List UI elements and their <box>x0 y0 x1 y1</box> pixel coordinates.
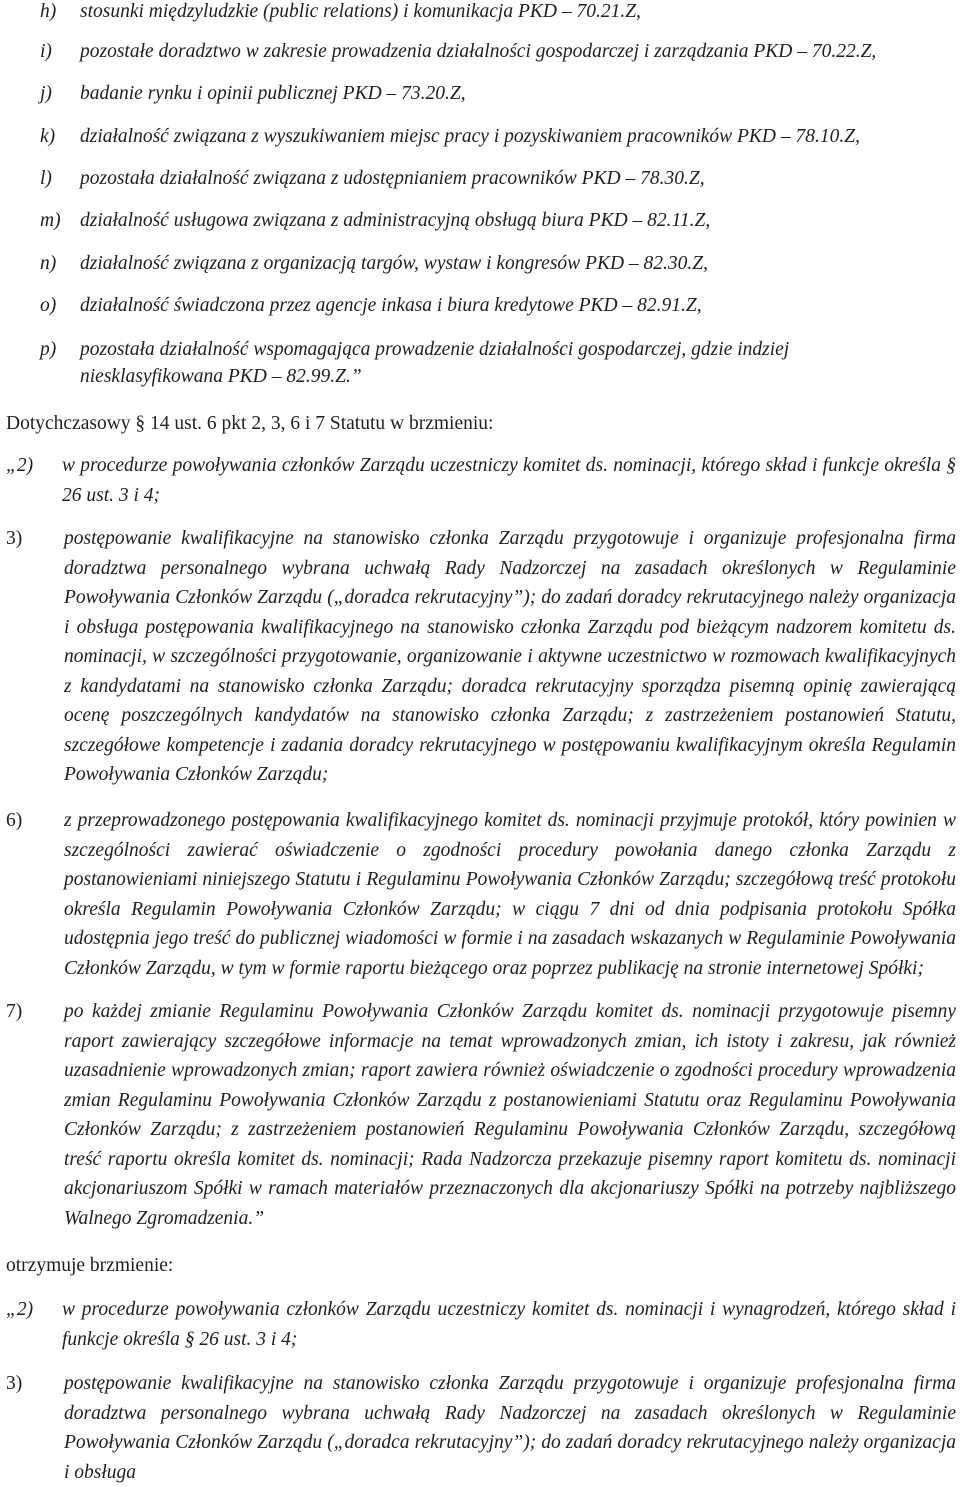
clause-text: z przeprowadzonego postępowania kwalifikacyjnego komitet ds. nominacji przyjmuje protokół, który powinien w szczególności zawierać oświadczenie o zgodności procedury powołania danego członka Zarządu z postanowieniami niniejszego Statutu i Regulaminu Powoływania Członków Zarządu; szczegółową treść protokołu określa Regulamin Powoływania Członków Zarządu; w ciągu 7 dni od dnia podpisania protokołu Spółka udostępnia jego treść do publicznej wiadomości w formie i na zasadach wskazanych w Regulaminie Powoływania Członków Zarządu, w tym w formie raportu bieżącego oraz poprzez publikację na stronie internetowej Spółki; <box>64 810 956 979</box>
clause-text: postępowanie kwalifikacyjne na stanowisko członka Zarządu przygotowuje i organizuje profesjonalna firma doradztwa personalnego wybrana uchwałą Rady Nadzorczej na zasadach określonych w Regulaminie Powoływania Członków Zarządu („doradca rekrutacyjny”); do zadań doradcy rekrutacyjnego należy organizacja i obsługa <box>64 1373 956 1483</box>
list-item-label: l) <box>40 168 52 189</box>
clause-number: 6) <box>6 810 23 831</box>
list-item-label: i) <box>40 41 52 62</box>
clause-number: „2) <box>6 1299 34 1320</box>
clause-text: po każdej zmianie Regulaminu Powoływania Członków Zarządu komitet ds. nominacji przygotowuje pisemny raport zawierający szczegółowe informacje na temat wprowadzonych zmian, ich istoty i zakresu, jak również uzasadnienie wprowadzonych zmian; raport zawiera również oświadczenie o zgodności procedury wprowadzenia zmian Regulaminu Powoływania Członków Zarządu z postanowieniami Statutu oraz Regulaminu Powoływania Członków Zarządu; z zastrzeżeniem postanowień Regulaminu Powoływania Członków Zarządu, szczegółową treść raportu określa komitet ds. nominacji; Rada Nadzorcza przekazuje pisemny raport komitetu ds. nominacji akcjonariuszom Spółki w ramach materiałów przeznaczonych dla akcjonariuszy Spółki na potrzeby najbliższego Walnego Zgromadzenia.” <box>64 1001 956 1229</box>
list-item-text: pozostałe doradztwo w zakresie prowadzenia działalności gospodarczej i zarządzania PKD – 70.22.Z, <box>80 41 877 62</box>
list-item-text: działalność związana z organizacją targów, wystaw i kongresów PKD – 82.30.Z, <box>80 253 709 274</box>
pkd-item-j <box>0 80 952 107</box>
pkd-item-h <box>0 0 952 25</box>
list-item-label: o) <box>40 295 57 316</box>
pkd-item-n <box>0 250 952 277</box>
clause-text: w procedurze powoływania członków Zarządu uczestniczy komitet ds. nominacji, którego skład i funkcje określa § 26 ust. 3 i 4; <box>62 455 956 506</box>
intro-new-heading: otrzymuje brzmienie: <box>6 1255 174 1276</box>
pkd-item-i <box>0 38 952 65</box>
list-item-text: pozostała działalność związana z udostępnianiem pracowników PKD – 78.30.Z, <box>80 168 705 189</box>
list-item-label: j) <box>40 83 52 104</box>
current-clause-2 <box>0 451 960 510</box>
pkd-item-p <box>0 336 930 390</box>
list-item-label: m) <box>40 210 61 231</box>
list-item-text: pozostała działalność wspomagająca prowadzenie działalności gospodarczej, gdzie indziej niesklasyfikowana PKD – 82.99.Z.” <box>80 339 790 387</box>
list-item-text: działalność związana z wyszukiwaniem miejsc pracy i pozyskiwaniem pracowników PKD – 78.10.Z, <box>80 126 860 147</box>
list-item-text: stosunki międzyludzkie (public relations) i komunikacja PKD – 70.21.Z, <box>80 1 641 22</box>
intro-current-heading: Dotychczasowy § 14 ust. 6 pkt 2, 3, 6 i 7 Statutu w brzmieniu: <box>6 413 494 434</box>
list-item-label: p) <box>40 339 57 360</box>
pkd-item-k <box>0 123 952 150</box>
current-clause-3 <box>0 524 960 790</box>
clause-number: 3) <box>6 528 23 549</box>
list-item-label: k) <box>40 126 56 147</box>
pkd-item-o <box>0 292 952 319</box>
list-item-text: badanie rynku i opinii publicznej PKD – 73.20.Z, <box>80 83 466 104</box>
pkd-item-m <box>0 207 952 234</box>
new-clause-2 <box>0 1295 960 1354</box>
clause-text: w procedurze powoływania członków Zarządu uczestniczy komitet ds. nominacji i wynagrodzeń, którego skład i funkcje określa § 26 ust. 3 i 4; <box>62 1299 956 1350</box>
list-item-label: h) <box>40 1 57 22</box>
list-item-text: działalność świadczona przez agencje inkasa i biura kredytowe PKD – 82.91.Z, <box>80 295 702 316</box>
pkd-item-l <box>0 165 952 192</box>
list-item-label: n) <box>40 253 57 274</box>
current-clause-7 <box>0 997 960 1233</box>
clause-number: „2) <box>6 455 34 476</box>
current-clause-6 <box>0 806 960 983</box>
new-clause-3 <box>0 1369 960 1487</box>
list-item-text: działalność usługowa związana z administracyjną obsługą biura PKD – 82.11.Z, <box>80 210 711 231</box>
clause-number: 3) <box>6 1373 23 1394</box>
clause-number: 7) <box>6 1001 23 1022</box>
clause-text: postępowanie kwalifikacyjne na stanowisko członka Zarządu przygotowuje i organizuje profesjonalna firma doradztwa personalnego wybrana uchwałą Rady Nadzorczej na zasadach określonych w Regulaminie Powoływania Członków Zarządu („doradca rekrutacyjny”); do zadań doradcy rekrutacyjnego należy organizacja i obsługa postępowania kwalifikacyjnego na stanowisko członka Zarządu pod bieżącym nadzorem komitetu ds. nominacji, w szczególności przygotowanie, organizowanie i aktywne uczestnictwo w rozmowach kwalifikacyjnych z kandydatami na stanowisko członka Zarządu; doradca rekrutacyjny sporządza pisemną opinię zawierającą ocenę poszczególnych kandydatów na stanowisko członka Zarządu; z zastrzeżeniem postanowień Statutu, szczegółowe kompetencje i zadania doradcy rekrutacyjnego w postępowaniu kwalifikacyjnym określa Regulamin Powoływania Członków Zarządu; <box>64 528 956 785</box>
